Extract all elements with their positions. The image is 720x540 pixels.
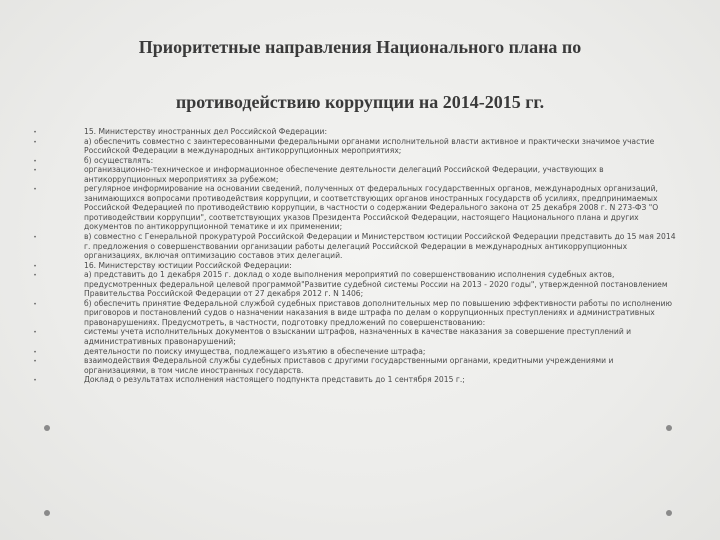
list-item-text: деятельности по поиску имущества, подлежащего изъятию в обеспечение штрафа; bbox=[84, 346, 426, 356]
list-item-text: в) совместно с Генеральной прокуратурой Российской Федерации и Министерством юстиции Российской Федерации представить до 15 мая 2014 г. предложения о совершенствовании организации работы делегаций Российской Федерации в международных антикоррупционных организациях, включая оптимизацию составов этих делегаций. bbox=[84, 232, 676, 261]
list-item-text: а) представить до 1 декабря 2015 г. доклад о ходе выполнения мероприятий по совершенствованию исполнения судебных актов, предусмотренных федеральной целевой программой"Развитие судебной системы России на 2013 - 2020 годы", утвержденной постановлением Правительства Российской Федерации от 27 декабря 2012 г. N 1406; bbox=[84, 270, 668, 299]
bullet-icon: • bbox=[33, 262, 37, 270]
list-item-text: б) обеспечить принятие Федеральной службой судебных приставов дополнительных мер по повышению эффективности работы по исполнению приговоров и постановлений судов о назначении наказания в виде штрафа по делам о коррупционных преступлениях и административных правонарушениях. Предусмотреть, в частности, подготовку предложений по совершенствованию: bbox=[84, 298, 672, 327]
list-item-text: взаимодействия Федеральной службы судебных приставов с другими государственными органами, кредитными учреждениями и организациями, в том числе иностранных государств. bbox=[84, 356, 614, 375]
bullet-icon: • bbox=[33, 234, 37, 242]
bullet-icon: • bbox=[33, 157, 37, 165]
list-item bbox=[30, 375, 678, 385]
bullet-icon: • bbox=[33, 129, 37, 136]
bullet-icon: • bbox=[33, 329, 37, 337]
list-item-text: регулярное информирование на основании сведений, полученных от федеральных государственных органов, международных организаций, занимающихся вопросами противодействия коррупции, и соответствующих органов иностранных государств об усилиях, предпринимаемых Российской Федерацией по противодействию коррупции, в частности о содержании Федерального закона от 25 декабря 2008 г. N 273-ФЗ "О противодействии коррупции", соответствующих указов Президента Российской Федерации, настоящего Национального плана и других документов по антикоррупционной тематике и их применении; bbox=[84, 184, 659, 232]
list-item bbox=[30, 347, 678, 357]
list-item bbox=[30, 299, 678, 328]
bullet-icon: • bbox=[33, 348, 37, 356]
bullet-icon: • bbox=[33, 300, 37, 308]
decorative-dot bbox=[44, 425, 50, 431]
decorative-dot bbox=[666, 510, 672, 516]
decorative-dot bbox=[44, 510, 50, 516]
bullet-icon: • bbox=[33, 272, 37, 280]
slide-title-line-1: Приоритетные направления Национального плана по bbox=[138, 37, 582, 57]
list-item-text: б) осуществлять: bbox=[84, 155, 154, 165]
bullet-icon: • bbox=[33, 186, 37, 194]
bullet-icon: • bbox=[33, 377, 37, 385]
list-item bbox=[30, 165, 678, 184]
list-item bbox=[30, 184, 678, 232]
list-item-text: Доклад о результатах исполнения настоящего подпункта представить до 1 сентября 2015 г.; bbox=[84, 375, 465, 385]
bullet-icon: • bbox=[33, 167, 37, 175]
decorative-dot bbox=[666, 425, 672, 431]
list-item bbox=[30, 270, 678, 299]
bullet-icon: • bbox=[33, 358, 37, 366]
list-item-text: 15. Министерству иностранных дел Российской Федерации: bbox=[84, 127, 327, 136]
list-item-text: а) обеспечить совместно с заинтересованными федеральными органами исполнительной власти активное и практически значимое участие Российской Федерации в международных антикоррупционных мероприятиях; bbox=[84, 136, 655, 156]
list-item bbox=[30, 137, 678, 156]
list-item bbox=[30, 356, 678, 375]
slide-title-line-2: противодействию коррупции на 2014-2015 гг. bbox=[175, 92, 545, 112]
content-list bbox=[30, 127, 678, 385]
list-item-text: системы учета исполнительных документов о взыскании штрафов, назначенных в качестве наказания за совершение преступлений и административных правонарушений; bbox=[84, 327, 632, 347]
list-item-text: 16. Министерству юстиции Российской Федерации: bbox=[84, 260, 292, 270]
list-item bbox=[30, 261, 678, 271]
bullet-icon: • bbox=[33, 138, 37, 146]
list-item bbox=[30, 156, 678, 166]
list-item bbox=[30, 127, 678, 137]
list-item bbox=[30, 327, 678, 346]
list-item-text: организационно-техническое и информационное обеспечение деятельности делегаций Российской Федерации, участвующих в антикоррупционных мероприятиях за рубежом; bbox=[84, 165, 604, 184]
list-item bbox=[30, 232, 678, 261]
